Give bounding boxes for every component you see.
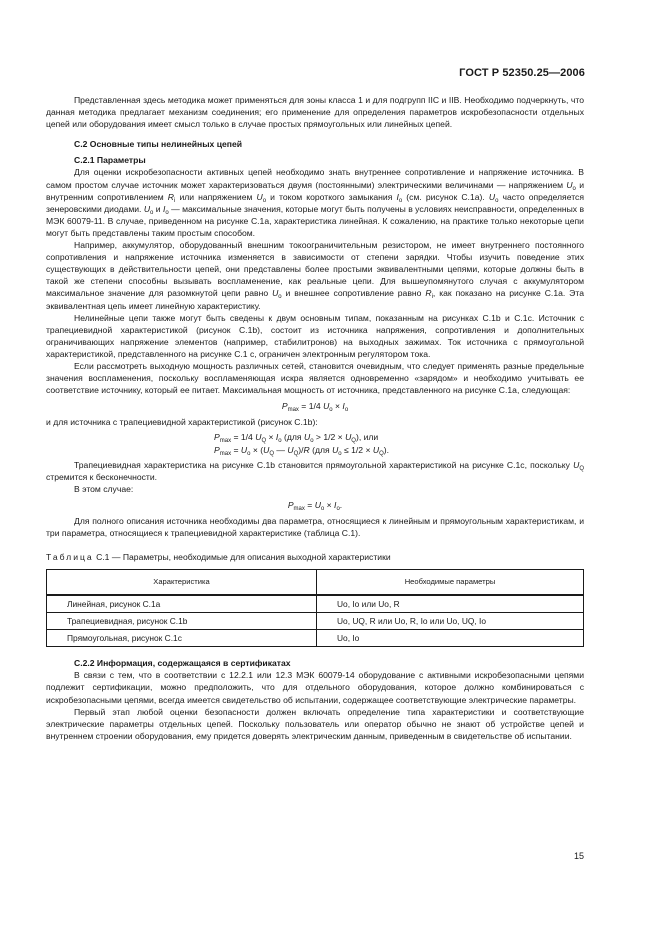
c21-paragraph-5: и для источника с трапециевидной характеристикой (рисунок С.1b): <box>46 417 318 428</box>
table-cell-params: Uo, UQ, R или Uo, R, Io или Uo, UQ, Io <box>317 613 584 630</box>
formula-rectangular-power: $P_{max} = U_o \times I_o$. <box>287 499 343 512</box>
table-cell-params: Uo, Io <box>317 630 584 647</box>
c21-paragraph-3: Нелинейные цепи также могут быть сведены к двум основным типам, показанным на рисунках С.1b и С.1с. Источник с трапециевидной характеристикой (рисунок С.1b), состоит из источника напряжения, сопротивления и дополнительных ограничивающих напряжение элементов (например, стабилитронов) на выходных зажимах. Ток источника с прямоугольной характеристикой, представленного на рисунке С.1 с, ограничен электронным регулятором тока. <box>46 312 584 359</box>
table-row <box>47 595 584 613</box>
section-c2-title: С.2 Основные типы нелинейных цепей <box>74 139 243 150</box>
table-cell-params: Uo, Io или Uo, R <box>317 595 584 613</box>
table-row <box>47 613 584 630</box>
c21-paragraph-7: В этом случае: <box>74 483 134 494</box>
page-number: 15 <box>573 851 584 861</box>
section-c22-title: С.2.2 Информация, содержащаяся в сертификатах <box>74 658 291 669</box>
c21-paragraph-1: Для оценки искробезопасности активных цепей необходимо знать внутреннее сопротивление и напряжение источника. В самом простом случае источник может характеризоваться двумя (постоянными) электрическими величинами — напряжением $U_o$ и внутренним сопротивлением $R_i$ или напряжением $U_o$ и током короткого замыкания $I_o$ (см. рисунок С.1а). $U_o$ часто определяется зенеровскими диодами. $U_o$ и $I_o$ — максимальные значения, которые могут быть получены в условиях неисправности, определенных в МЭК 60079-11. В случае, приведенном на рисунке С.1а, характеристика линейная. К сожалению, на практике только некоторые цепи могут быть представлены таким простым способом. <box>46 167 585 238</box>
table-caption: Таблица С.1 — Параметры, необходимые для описания выходной характеристики <box>46 552 391 563</box>
table-cell-name: Линейная, рисунок С.1а <box>47 595 317 613</box>
c21-paragraph-8: Для полного описания источника необходимы два параметра, относящиеся к линейным и прямоугольным характеристикам, и три параметра, относящиеся к трапециевидной характеристике (таблица С.1). <box>46 516 584 539</box>
table-row <box>47 630 584 647</box>
table-header-parameters: Необходимые параметры <box>317 570 584 596</box>
table-header-characteristic: Характеристика <box>47 570 317 596</box>
section-c21-title: С.2.1 Параметры <box>74 155 146 166</box>
parameters-table <box>46 569 584 647</box>
table-cell-name: Трапециевидная, рисунок С.1b <box>47 613 317 630</box>
c22-paragraph-2: Первый этап любой оценки безопасности должен включать определение типа характеристики и соответствующие электрические параметры отдельных цепей. Поскольку пользователь или оператор обычно не знают об устройстве цепей и внутреннем строении оборудования, ему придется доверять электрическим данным, приведенным в свидетельстве об испытании. <box>46 706 584 741</box>
document-code: ГОСТ Р 52350.25—2006 <box>459 67 585 79</box>
c21-paragraph-2: Например, аккумулятор, оборудованный внешним токоограничительным резистором, не имеет внутреннего постоянного сопротивления и напряжение источника изменяется в зависимости от степени зарядки. Чтобы изучить поведение этих существующих в действительности цепей, они представлены более простыми эквивалентными цепями, которые должны быть в такой же степени способны вызывать воспламенение, как реальные цепи. Для вышеупомянутого случая с аккумулятором максимальное значение для разомкнутой цепи равно $U_o$ и внешнее сопротивление равно $R_i$, как показано на рисунке С.1а. Эта эквивалентная цепь имеет линейную характеристику. <box>46 240 584 311</box>
table-cell-name: Прямоугольная, рисунок С.1с <box>47 630 317 647</box>
intro-paragraph: Представленная здесь методика может применяться для зоны класса 1 и для подгрупп IIC и IIB. Необходимо подчеркнуть, что данная методика предлагает механизм соединения; его применение для определения параметров искробезопасности отдельных цепей или оборудования имеет смысл только в случае простых прямоугольных или линейных цепей. <box>46 95 584 130</box>
c21-paragraph-4: Если рассмотреть выходную мощность различных сетей, становится очевидным, что следует применять разные предельные значения воспламенения, поскольку воспламеняющая искра является одновременно «зарядом» и необходимо учитывать ее соответствие источнику, который ее питает. Максимальная мощность от источника, представленного на рисунке С.1а, следующая: <box>46 360 584 396</box>
c21-paragraph-6: Трапециевидная характеристика на рисунке С.1b становится прямоугольной характеристикой на рисунке С.1с, поскольку $U_Q$ стремится к бесконечности. <box>46 459 584 482</box>
formula-linear-power: $P_{max} = 1/4$ $U_o \times I_o$ <box>281 401 349 414</box>
formula-trapezoid-power-1: $P_{max} = 1/4$ $U_Q \times I_o$ (для $U_o > 1/2 \times U_Q$), или $P_{max} = U_o \times (U_Q$ — $U_Q)/R$ (для $U_o \le 1/2 \times U_Q$). <box>214 432 389 457</box>
page-content <box>46 94 584 742</box>
c22-paragraph-1: В связи с тем, что в соответствии с 12.2.1 или 12.3 МЭК 60079-14 оборудование с активными искробезопасными цепями подлежит сертификации, можно предположить, что для отдельного оборудования, которое должно комбинироваться с искробезопасными цепями, всегда имеется свидетельство об испытании, содержащее соответствующие электрические параметры. <box>46 670 584 705</box>
